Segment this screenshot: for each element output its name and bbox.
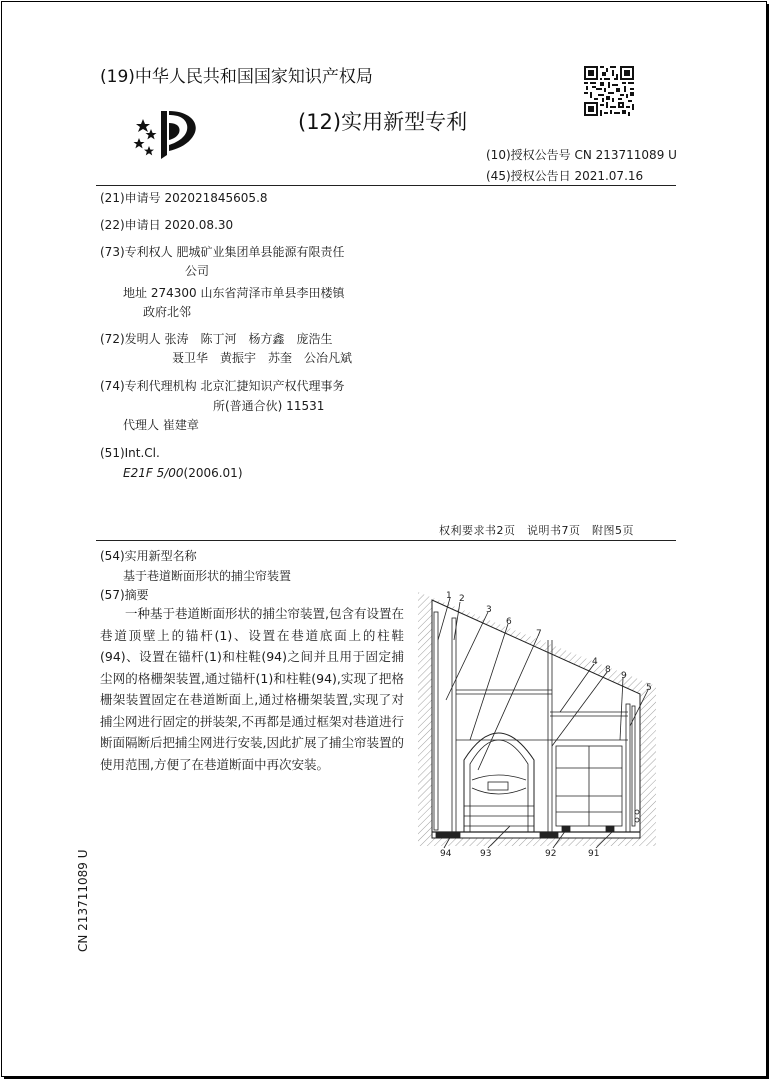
utility-name: 基于巷道断面形状的捕尘帘装置 <box>123 569 292 583</box>
abstract-label: (57)摘要 <box>100 588 149 602</box>
abstract-paragraph: 一种基于巷道断面形状的捕尘帘装置,包含有设置在巷道顶壁上的锚杆(1)、设置在巷道底面上的柱鞋(94)、设置在锚杆(1)和柱鞋(94)之间并且用于固定捕尘网的格栅架装置,通过锚杆(1)和柱鞋(94),实现了把格栅架装置固定在巷道断面上,通过格栅架装置,实现了对捕尘网进行固定的拼装架,不再都是通过框架对巷道进行断面隔断后把捕尘网进行安装,因此扩展了捕尘帘装置的使用范围,方便了在巷道断面中再次安装。 <box>100 606 404 772</box>
agency-line2: 所(普通合伙) 11531 <box>213 399 325 413</box>
utility-name-label: (54)实用新型名称 <box>100 549 197 563</box>
patentee-line1: (73)专利权人 肥城矿业集团单县能源有限责任 <box>100 245 345 259</box>
fig-label-94: 94 <box>440 849 452 859</box>
inventors-line2: 聂卫华 黄振宇 苏奎 公冶凡斌 <box>172 351 353 365</box>
cnipa-logo-icon <box>131 105 203 161</box>
fig-label-7: 7 <box>536 629 542 639</box>
patentee-line2: 公司 <box>185 264 210 278</box>
page-shadow-right <box>766 4 769 1079</box>
application-number: (21)申请号 202021845605.8 <box>100 191 268 205</box>
section-rule <box>96 540 676 541</box>
side-publication-number: CN 213711089 U <box>76 849 90 952</box>
patent-type: (12)实用新型专利 <box>298 110 468 134</box>
inventors-line1: (72)发明人 张涛 陈丁河 杨方鑫 庞浩生 <box>100 332 333 346</box>
fig-label-92: 92 <box>545 849 557 859</box>
intcl-classification <box>123 465 243 481</box>
address-line2: 政府北邻 <box>143 305 192 319</box>
page-counts: 权利要求书2页 说明书7页 附图5页 <box>439 524 634 537</box>
abstract-text <box>100 603 404 775</box>
publication-date: (45)授权公告日 2021.07.16 <box>486 169 644 183</box>
fig-label-91: 91 <box>588 849 600 859</box>
qr-code-icon <box>584 66 634 116</box>
patent-drawing <box>416 588 660 860</box>
fig-label-8: 8 <box>605 665 611 675</box>
publication-number: (10)授权公告号 CN 213711089 U <box>486 148 677 162</box>
fig-label-1: 1 <box>446 591 452 601</box>
address-line1: 地址 274300 山东省菏泽市单县李田楼镇 <box>123 286 345 300</box>
fig-label-9: 9 <box>621 671 627 681</box>
agency-line1: (74)专利代理机构 北京汇捷知识产权代理事务 <box>100 379 345 393</box>
page-shadow-bottom <box>4 1076 769 1079</box>
fig-label-6: 6 <box>506 617 512 627</box>
application-date: (22)申请日 2020.08.30 <box>100 218 234 232</box>
patent-office: (19)中华人民共和国国家知识产权局 <box>100 67 373 87</box>
agent: 代理人 崔建章 <box>123 418 199 432</box>
intcl-code: E21F 5/00 <box>123 466 184 480</box>
fig-label-93: 93 <box>480 849 492 859</box>
intcl-label: (51)Int.Cl. <box>100 446 160 460</box>
intcl-version: (2006.01) <box>183 466 243 480</box>
fig-label-2: 2 <box>459 594 465 604</box>
fig-label-4: 4 <box>592 657 598 667</box>
header-rule <box>96 185 676 186</box>
fig-label-5: 5 <box>646 683 652 693</box>
fig-label-3: 3 <box>486 605 492 615</box>
